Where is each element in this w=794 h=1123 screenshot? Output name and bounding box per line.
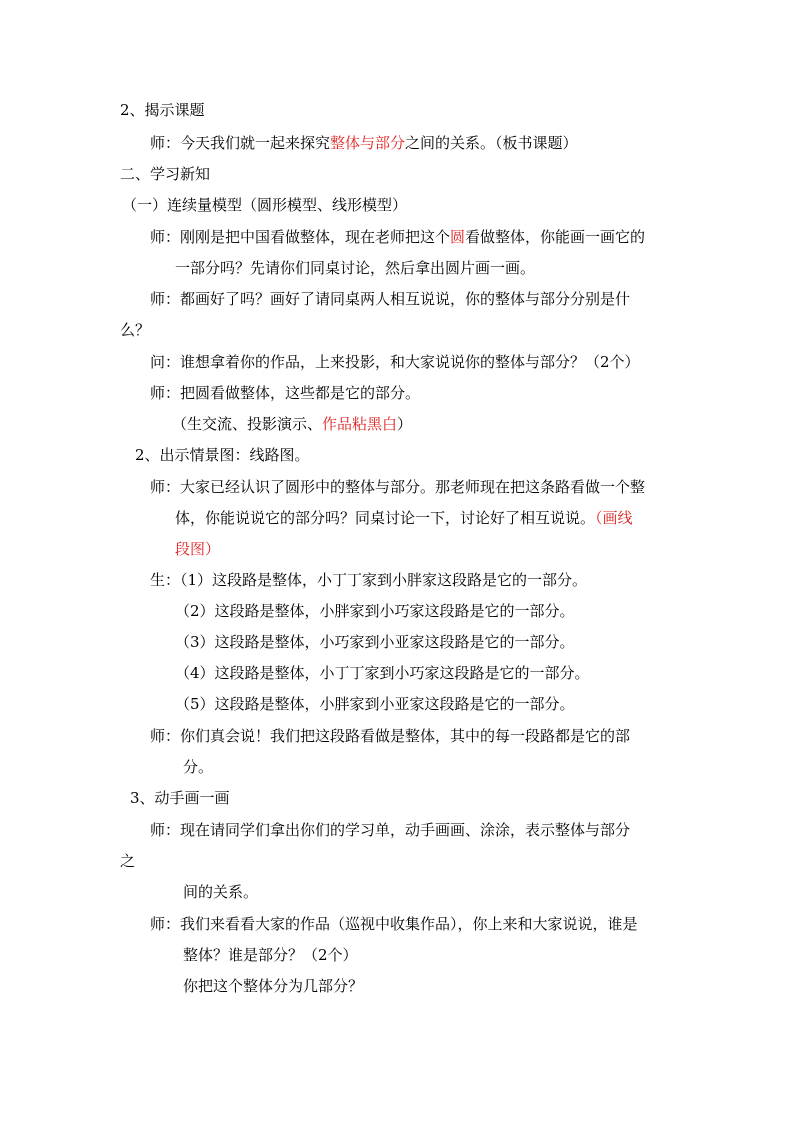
section-heading: 2、揭示课题 xyxy=(120,101,205,119)
paragraph-line: 师：今天我们就一起来探究整体与部分之间的关系。（板书课题） xyxy=(150,134,578,152)
list-item: （3）这段路是整体，小巧家到小亚家这段路是它的一部分。 xyxy=(175,633,575,651)
paragraph-line: 师：刚刚是把中国看做整体，现在老师把这个圆看做整体，你能画一画它的 xyxy=(150,228,646,246)
paragraph-line: 么？ xyxy=(120,321,151,339)
section-heading: 3、动手画一画 xyxy=(130,789,230,807)
list-item: （5）这段路是整体，小胖家到小亚家这段路是它的一部分。 xyxy=(175,695,575,713)
paragraph-line: 师：都画好了吗？画好了请同桌两人相互说说，你的整体与部分分别是什 xyxy=(150,290,631,308)
paragraph-line: 分。 xyxy=(183,758,214,776)
highlight-text: 作品粘黑白 xyxy=(322,415,398,433)
paragraph-line: 体，你能说说它的部分吗？同桌讨论一下，讨论好了相互说说。（画线 xyxy=(175,509,633,527)
highlight-text: 段图） xyxy=(175,540,221,558)
paragraph-line: 间的关系。 xyxy=(183,883,259,901)
highlight-text: 整体与部分 xyxy=(330,134,406,152)
section-heading: 2、出示情景图：线路图。 xyxy=(135,446,310,464)
list-item: 生：（1）这段路是整体，小丁丁家到小胖家这段路是它的一部分。 xyxy=(150,571,588,589)
paragraph-line: 你把这个整体分为几部分？ xyxy=(183,977,364,995)
paragraph-line: 问：谁想拿着你的作品，上来投影，和大家说说你的整体与部分？（2个） xyxy=(150,353,640,371)
section-heading: 二、学习新知 xyxy=(120,165,211,183)
list-item: （4）这段路是整体，小丁丁家到小巧家这段路是它的一部分。 xyxy=(175,664,590,682)
paragraph-line: 之 xyxy=(120,852,136,870)
subsection-heading: （一）连续量模型（圆形模型、线形模型） xyxy=(122,196,408,214)
highlight-text: 圆 xyxy=(450,228,466,246)
paragraph-line: 一部分吗？先请你们同桌讨论，然后拿出圆片画一画。 xyxy=(175,259,536,277)
paragraph-line: 整体？谁是部分？（2个） xyxy=(183,946,358,964)
paragraph-line: 师：现在请同学们拿出你们的学习单，动手画画、涂涂，表示整体与部分 xyxy=(150,821,631,839)
highlight-text: （画线 xyxy=(595,509,633,527)
paragraph-line: 师：你们真会说！我们把这段路看做是整体，其中的每一段路都是它的部 xyxy=(150,727,631,745)
list-item: （2）这段路是整体，小胖家到小巧家这段路是它的一部分。 xyxy=(175,602,575,620)
paragraph-line: 师：把圆看做整体，这些都是它的部分。 xyxy=(150,384,421,402)
paragraph-line: （生交流、投影演示、作品粘黑白） xyxy=(172,415,413,433)
paragraph-line: 师：大家已经认识了圆形中的整体与部分。那老师现在把这条路看做一个整 xyxy=(150,478,646,496)
paragraph-line: 师：我们来看看大家的作品（巡视中收集作品），你上来和大家说说，谁是 xyxy=(150,915,638,933)
